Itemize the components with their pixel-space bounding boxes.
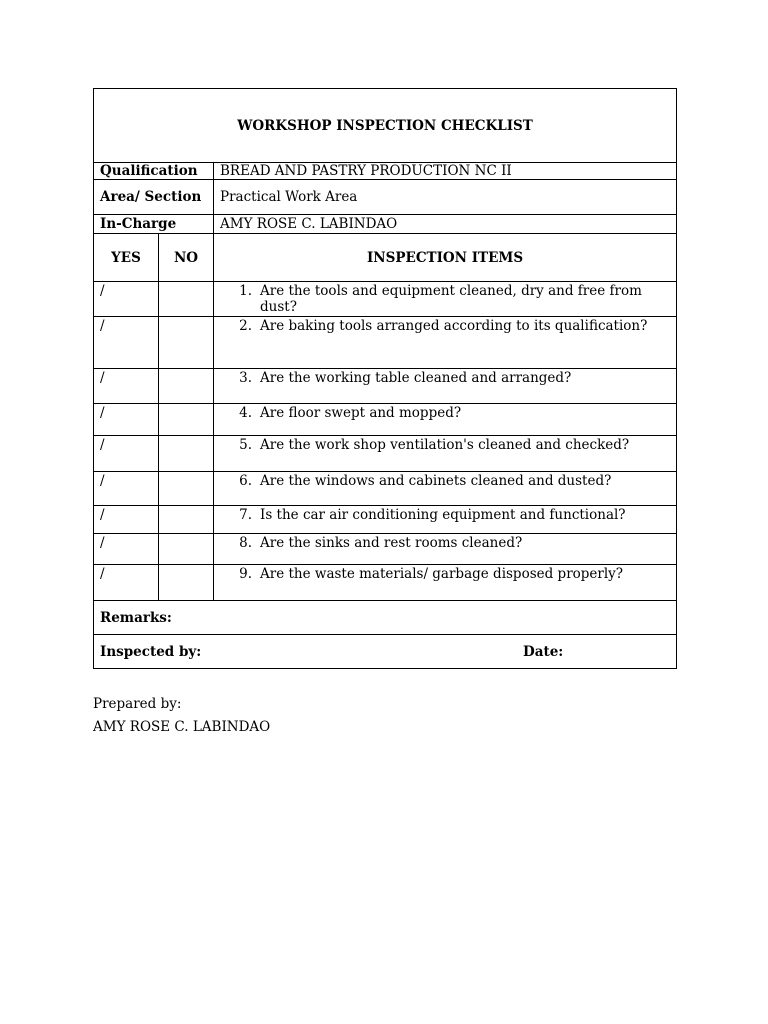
item-text: Are the working table cleaned and arranged? bbox=[260, 370, 572, 386]
yes-mark-cell: / bbox=[94, 317, 159, 369]
checklist-title: WORKSHOP INSPECTION CHECKLIST bbox=[94, 89, 677, 163]
table-row bbox=[94, 369, 677, 404]
inspection-item-cell bbox=[214, 436, 677, 472]
table-row bbox=[94, 404, 677, 436]
inspection-item-cell bbox=[214, 282, 677, 317]
table-row bbox=[94, 436, 677, 472]
no-mark-cell bbox=[159, 317, 214, 369]
remarks-label: Remarks: bbox=[94, 601, 677, 635]
item-text: Are the work shop ventilation's cleaned and checked? bbox=[260, 437, 630, 453]
inspection-item-cell bbox=[214, 506, 677, 534]
item-number: 9. bbox=[239, 566, 252, 582]
in-charge-label: In-Charge bbox=[94, 215, 214, 234]
inspected-by-label: Inspected by: bbox=[100, 643, 202, 660]
item-text: Is the car air conditioning equipment and functional? bbox=[260, 507, 626, 523]
table-row bbox=[94, 565, 677, 601]
item-text: Are the windows and cabinets cleaned and dusted? bbox=[260, 473, 612, 489]
inspection-items-header: INSPECTION ITEMS bbox=[214, 234, 677, 282]
table-row bbox=[94, 506, 677, 534]
inspection-checklist-table bbox=[93, 88, 677, 669]
checklist-sheet bbox=[93, 88, 676, 669]
item-number: 2. bbox=[239, 318, 252, 334]
table-row bbox=[94, 534, 677, 565]
item-number: 5. bbox=[239, 437, 252, 453]
table-row bbox=[94, 472, 677, 506]
prepared-by-name: AMY ROSE C. LABINDAO bbox=[93, 719, 271, 735]
yes-mark-cell: / bbox=[94, 404, 159, 436]
no-mark-cell bbox=[159, 282, 214, 317]
inspection-item-cell bbox=[214, 534, 677, 565]
title-row bbox=[94, 89, 677, 163]
qualification-value: BREAD AND PASTRY PRODUCTION NC II bbox=[214, 163, 677, 180]
info-row-in-charge bbox=[94, 215, 677, 234]
inspected-by-cell bbox=[94, 635, 677, 669]
item-text: Are floor swept and mopped? bbox=[260, 405, 462, 421]
info-row-area bbox=[94, 180, 677, 215]
yes-mark-cell: / bbox=[94, 534, 159, 565]
info-row-qualification bbox=[94, 163, 677, 180]
item-number: 3. bbox=[239, 370, 252, 386]
item-number: 1. bbox=[239, 283, 252, 299]
yes-column-header: YES bbox=[94, 234, 159, 282]
item-text: Are the waste materials/ garbage disposed properly? bbox=[260, 566, 624, 582]
area-section-value: Practical Work Area bbox=[214, 180, 677, 215]
item-text: Are the sinks and rest rooms cleaned? bbox=[260, 535, 523, 551]
table-row bbox=[94, 282, 677, 317]
no-mark-cell bbox=[159, 436, 214, 472]
yes-mark-cell: / bbox=[94, 436, 159, 472]
table-row bbox=[94, 317, 677, 369]
yes-mark-cell: / bbox=[94, 472, 159, 506]
no-mark-cell bbox=[159, 506, 214, 534]
prepared-by-block bbox=[93, 693, 270, 739]
no-mark-cell bbox=[159, 472, 214, 506]
item-text: Are baking tools arranged according to its qualification? bbox=[260, 318, 648, 334]
no-mark-cell bbox=[159, 369, 214, 404]
inspection-item-cell bbox=[214, 565, 677, 601]
inspection-item-cell bbox=[214, 472, 677, 506]
inspected-by-row bbox=[94, 635, 677, 669]
yes-mark-cell: / bbox=[94, 282, 159, 317]
remarks-row bbox=[94, 601, 677, 635]
date-label: Date: bbox=[523, 643, 564, 660]
item-number: 8. bbox=[239, 535, 252, 551]
inspection-item-cell bbox=[214, 404, 677, 436]
inspection-item-cell bbox=[214, 317, 677, 369]
yes-mark-cell: / bbox=[94, 565, 159, 601]
prepared-by-label: Prepared by: bbox=[93, 696, 182, 712]
no-mark-cell bbox=[159, 404, 214, 436]
area-section-label: Area/ Section bbox=[94, 180, 214, 215]
no-mark-cell bbox=[159, 534, 214, 565]
yes-mark-cell: / bbox=[94, 369, 159, 404]
inspection-item-cell bbox=[214, 369, 677, 404]
item-number: 6. bbox=[239, 473, 252, 489]
item-number: 7. bbox=[239, 507, 252, 523]
no-mark-cell bbox=[159, 565, 214, 601]
yes-mark-cell: / bbox=[94, 506, 159, 534]
no-column-header: NO bbox=[159, 234, 214, 282]
item-number: 4. bbox=[239, 405, 252, 421]
item-text: Are the tools and equipment cleaned, dry and free from dust? bbox=[260, 283, 642, 315]
column-header-row bbox=[94, 234, 677, 282]
in-charge-value: AMY ROSE C. LABINDAO bbox=[214, 215, 677, 234]
qualification-label: Qualification bbox=[94, 163, 214, 180]
